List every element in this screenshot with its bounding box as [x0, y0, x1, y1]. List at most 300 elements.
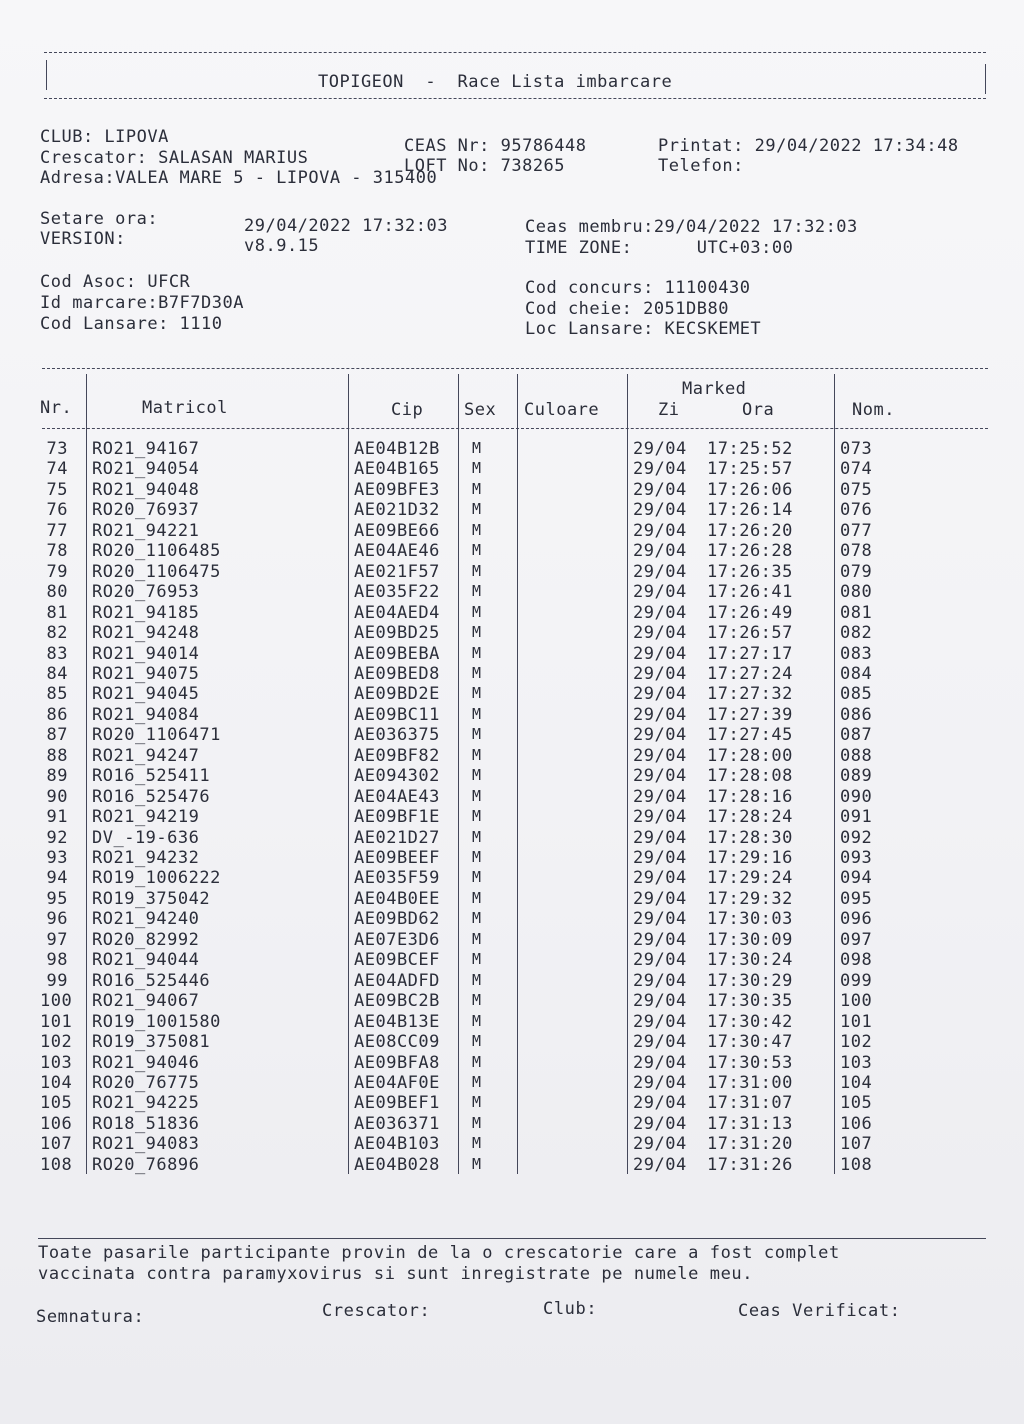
- cell-nr: 82: [46, 623, 68, 644]
- cell-zi: 29/04: [633, 520, 687, 541]
- cell-sex: M: [472, 1154, 482, 1173]
- cell-ora: 17:30:24: [707, 950, 793, 971]
- cell-ora: 17:30:53: [707, 1052, 793, 1073]
- cell-cip: AE04ADFD: [354, 970, 440, 991]
- cell-sex: M: [472, 950, 482, 969]
- table-row: [0, 562, 1024, 582]
- cell-sex: M: [472, 868, 482, 887]
- cell-zi: 29/04: [633, 1032, 687, 1053]
- col-zi-header: Zi: [658, 400, 680, 420]
- cell-sex: M: [472, 827, 482, 846]
- title-box-top: [44, 52, 986, 53]
- cell-nom: 078: [840, 541, 873, 562]
- cell-matricol: RO21_94083: [92, 1134, 200, 1155]
- cell-sex: M: [472, 909, 482, 928]
- table-header-top-rule: [42, 368, 988, 369]
- cell-nom: 096: [840, 909, 873, 930]
- cell-ora: 17:28:30: [707, 827, 793, 848]
- table-row: [0, 1134, 1024, 1154]
- cell-nr: 104: [40, 1072, 73, 1093]
- cod-concurs: Cod concurs: 11100430: [525, 278, 751, 298]
- table-row: [0, 971, 1024, 991]
- cell-matricol: RO19_1006222: [92, 868, 221, 889]
- cell-nr: 94: [46, 868, 68, 889]
- ceas-verificat-label: Ceas Verificat:: [738, 1301, 901, 1321]
- cell-nr: 88: [46, 745, 68, 766]
- cell-sex: M: [472, 745, 482, 764]
- footer-rule: [38, 1238, 986, 1239]
- cell-nr: 86: [46, 704, 68, 725]
- cell-nom: 086: [840, 704, 873, 725]
- cell-matricol: RO20_82992: [92, 929, 200, 950]
- cell-cip: AE09BFE3: [354, 479, 440, 500]
- cell-zi: 29/04: [633, 663, 687, 684]
- cell-nom: 089: [840, 766, 873, 787]
- cell-zi: 29/04: [633, 582, 687, 603]
- cell-sex: M: [472, 704, 482, 723]
- cell-ora: 17:30:47: [707, 1032, 793, 1053]
- cell-zi: 29/04: [633, 807, 687, 828]
- col-sex-header: Sex: [464, 400, 497, 420]
- table-row: [0, 684, 1024, 704]
- cell-cip: AE09BE66: [354, 520, 440, 541]
- cell-cip: AE09BFA8: [354, 1052, 440, 1073]
- cell-nom: 100: [840, 991, 873, 1012]
- cell-zi: 29/04: [633, 704, 687, 725]
- table-row: [0, 807, 1024, 827]
- cell-matricol: DV_-19-636: [92, 827, 200, 848]
- cell-ora: 17:29:32: [707, 888, 793, 909]
- cell-matricol: RO21_94248: [92, 623, 200, 644]
- cell-nom: 105: [840, 1093, 873, 1114]
- cell-cip: AE04B028: [354, 1154, 440, 1175]
- cell-ora: 17:30:29: [707, 970, 793, 991]
- cell-cip: AE09BED8: [354, 663, 440, 684]
- cell-cip: AE04B13E: [354, 1011, 440, 1032]
- table-row: [0, 1012, 1024, 1032]
- cell-cip: AE021D27: [354, 827, 440, 848]
- cell-matricol: RO20_76775: [92, 1072, 200, 1093]
- cell-sex: M: [472, 991, 482, 1010]
- cell-cip: AE04B12B: [354, 439, 440, 459]
- cell-ora: 17:26:49: [707, 602, 793, 623]
- cell-matricol: RO21_94045: [92, 684, 200, 705]
- cell-sex: M: [472, 1052, 482, 1071]
- cell-nr: 83: [46, 643, 68, 664]
- cell-zi: 29/04: [633, 643, 687, 664]
- cell-zi: 29/04: [633, 725, 687, 746]
- cell-nom: 073: [840, 439, 873, 459]
- cell-cip: AE09BEEF: [354, 848, 440, 868]
- semnatura-label: Semnatura:: [36, 1307, 145, 1327]
- cell-zi: 29/04: [633, 541, 687, 562]
- cell-nom: 091: [840, 807, 873, 828]
- cell-nr: 79: [46, 561, 68, 582]
- cell-nr: 81: [46, 602, 68, 623]
- table-row: [0, 500, 1024, 520]
- printat: Printat: 29/04/2022 17:34:48: [658, 136, 959, 156]
- cell-nr: 97: [46, 929, 68, 950]
- cell-zi: 29/04: [633, 868, 687, 889]
- setare-ora-label: Setare ora:: [40, 209, 159, 229]
- cell-matricol: RO21_94240: [92, 909, 200, 930]
- cell-matricol: RO21_94219: [92, 807, 200, 828]
- cell-sex: M: [472, 1134, 482, 1153]
- cell-nom: 108: [840, 1154, 873, 1175]
- cell-cip: AE04AED4: [354, 602, 440, 623]
- cell-zi: 29/04: [633, 1052, 687, 1073]
- col-cip-header: Cip: [391, 400, 424, 420]
- cell-sex: M: [472, 684, 482, 703]
- cell-nr: 98: [46, 950, 68, 971]
- cell-nom: 090: [840, 786, 873, 807]
- cell-nom: 095: [840, 888, 873, 909]
- cell-ora: 17:29:16: [707, 848, 793, 868]
- cell-matricol: RO16_525411: [92, 766, 211, 787]
- title-box-left: [46, 60, 47, 90]
- table-row: [0, 1093, 1024, 1113]
- cell-ora: 17:26:41: [707, 582, 793, 603]
- cell-matricol: RO21_94221: [92, 520, 200, 541]
- cell-zi: 29/04: [633, 766, 687, 787]
- cell-ora: 17:28:08: [707, 766, 793, 787]
- cell-matricol: RO21_94048: [92, 479, 200, 500]
- cell-nr: 73: [46, 439, 68, 459]
- cell-nom: 088: [840, 745, 873, 766]
- cell-nr: 85: [46, 684, 68, 705]
- cell-nr: 99: [46, 970, 68, 991]
- table-row: [0, 930, 1024, 950]
- cell-matricol: RO20_1106471: [92, 725, 221, 746]
- table-row: [0, 950, 1024, 970]
- cell-ora: 17:28:00: [707, 745, 793, 766]
- cell-ora: 17:26:14: [707, 500, 793, 521]
- cell-sex: M: [472, 663, 482, 682]
- cell-nom: 084: [840, 663, 873, 684]
- cell-ora: 17:25:52: [707, 439, 793, 459]
- cell-cip: AE08CC09: [354, 1032, 440, 1053]
- cell-sex: M: [472, 786, 482, 805]
- col-matricol-header: Matricol: [142, 398, 228, 418]
- col-culoare-header: Culoare: [524, 400, 600, 420]
- table-header-bottom-rule: [42, 428, 988, 429]
- cell-matricol: RO21_94044: [92, 950, 200, 971]
- cell-zi: 29/04: [633, 991, 687, 1012]
- cell-nr: 77: [46, 520, 68, 541]
- cell-nr: 74: [46, 459, 68, 480]
- cell-zi: 29/04: [633, 848, 687, 868]
- cell-zi: 29/04: [633, 439, 687, 459]
- loc-lansare: Loc Lansare: KECSKEMET: [525, 319, 762, 339]
- cell-matricol: RO21_94185: [92, 602, 200, 623]
- table-row: [0, 848, 1024, 868]
- declaration-line-2: vaccinata contra paramyxovirus si sunt inregistrate pe numele meu.: [38, 1264, 754, 1284]
- adresa-line: Adresa:VALEA MARE 5 - LIPOVA - 315400: [40, 168, 438, 188]
- cod-asoc: Cod Asoc: UFCR: [40, 272, 191, 292]
- col-nom-header: Nom.: [852, 400, 895, 420]
- cell-cip: AE036375: [354, 725, 440, 746]
- cell-sex: M: [472, 725, 482, 744]
- cell-matricol: RO20_76896: [92, 1154, 200, 1175]
- cell-ora: 17:27:24: [707, 663, 793, 684]
- cell-matricol: RO21_94014: [92, 643, 200, 664]
- cell-cip: AE035F22: [354, 582, 440, 603]
- table-row: [0, 439, 1024, 459]
- cell-sex: M: [472, 970, 482, 989]
- crescator-line: Crescator: SALASAN MARIUS: [40, 148, 309, 168]
- cell-ora: 17:31:20: [707, 1134, 793, 1155]
- cell-sex: M: [472, 439, 482, 457]
- cell-ora: 17:31:13: [707, 1113, 793, 1134]
- cell-ora: 17:26:28: [707, 541, 793, 562]
- id-marcare: Id marcare:B7F7D30A: [40, 293, 244, 313]
- cell-cip: AE021D32: [354, 500, 440, 521]
- table-row: [0, 582, 1024, 602]
- table-row: [0, 521, 1024, 541]
- cell-ora: 17:25:57: [707, 459, 793, 480]
- cell-zi: 29/04: [633, 929, 687, 950]
- cell-zi: 29/04: [633, 888, 687, 909]
- col-marked-header: Marked: [682, 379, 747, 399]
- cell-cip: AE09BD2E: [354, 684, 440, 705]
- declaration-line-1: Toate pasarile participante provin de la o crescatorie care a fost complet: [38, 1243, 840, 1263]
- cell-ora: 17:26:57: [707, 623, 793, 644]
- cell-nr: 84: [46, 663, 68, 684]
- cell-zi: 29/04: [633, 602, 687, 623]
- cell-nr: 93: [46, 848, 68, 868]
- cell-nr: 108: [40, 1154, 73, 1175]
- table-row: [0, 787, 1024, 807]
- setare-ora-value: 29/04/2022 17:32:03: [244, 216, 448, 236]
- cell-ora: 17:31:26: [707, 1154, 793, 1175]
- cell-sex: M: [472, 643, 482, 662]
- cell-cip: AE04AF0E: [354, 1072, 440, 1093]
- cell-cip: AE04B103: [354, 1134, 440, 1155]
- col-nr-header: Nr.: [40, 398, 73, 418]
- cell-nom: 107: [840, 1134, 873, 1155]
- table-row: [0, 664, 1024, 684]
- cell-matricol: RO19_1001580: [92, 1011, 221, 1032]
- cell-zi: 29/04: [633, 970, 687, 991]
- cell-sex: M: [472, 500, 482, 519]
- table-row: [0, 766, 1024, 786]
- cell-nom: 085: [840, 684, 873, 705]
- cell-ora: 17:27:39: [707, 704, 793, 725]
- cell-ora: 17:28:16: [707, 786, 793, 807]
- cell-nom: 077: [840, 520, 873, 541]
- cell-zi: 29/04: [633, 1154, 687, 1175]
- table-row: [0, 1155, 1024, 1175]
- cell-zi: 29/04: [633, 1113, 687, 1134]
- cell-cip: AE09BEF1: [354, 1093, 440, 1114]
- cell-sex: M: [472, 541, 482, 560]
- cell-nr: 76: [46, 500, 68, 521]
- cell-sex: M: [472, 520, 482, 539]
- table-row: [0, 1032, 1024, 1052]
- cell-sex: M: [472, 602, 482, 621]
- cell-cip: AE09BD25: [354, 623, 440, 644]
- ceas-nr: CEAS Nr: 95786448: [404, 136, 587, 156]
- cell-sex: M: [472, 623, 482, 642]
- cell-sex: M: [472, 888, 482, 907]
- cell-nr: 87: [46, 725, 68, 746]
- cell-cip: AE036371: [354, 1113, 440, 1134]
- cell-matricol: RO19_375081: [92, 1032, 211, 1053]
- cell-zi: 29/04: [633, 1072, 687, 1093]
- cell-nom: 097: [840, 929, 873, 950]
- cell-zi: 29/04: [633, 745, 687, 766]
- cell-matricol: RO20_76937: [92, 500, 200, 521]
- cell-ora: 17:31:00: [707, 1072, 793, 1093]
- cell-zi: 29/04: [633, 1134, 687, 1155]
- cell-zi: 29/04: [633, 950, 687, 971]
- title-box-bottom: [44, 98, 986, 99]
- cell-cip: AE021F57: [354, 561, 440, 582]
- cell-nom: 081: [840, 602, 873, 623]
- table-row: [0, 623, 1024, 643]
- version-label: VERSION:: [40, 229, 126, 249]
- table-row: [0, 909, 1024, 929]
- table-row: [0, 541, 1024, 561]
- cell-ora: 17:30:35: [707, 991, 793, 1012]
- table-row: [0, 603, 1024, 623]
- table-row: [0, 1114, 1024, 1134]
- cell-nr: 101: [40, 1011, 73, 1032]
- cell-cip: AE035F59: [354, 868, 440, 889]
- cell-nr: 96: [46, 909, 68, 930]
- cell-ora: 17:28:24: [707, 807, 793, 828]
- cell-ora: 17:27:32: [707, 684, 793, 705]
- cell-nom: 079: [840, 561, 873, 582]
- cell-ora: 17:26:35: [707, 561, 793, 582]
- cell-matricol: RO21_94232: [92, 848, 200, 868]
- loft-no: LOFT No: 738265: [404, 156, 566, 176]
- cell-nom: 099: [840, 970, 873, 991]
- cell-cip: AE09BC11: [354, 704, 440, 725]
- cell-ora: 17:30:42: [707, 1011, 793, 1032]
- cell-sex: M: [472, 1072, 482, 1091]
- table-row: [0, 1053, 1024, 1073]
- cell-cip: AE04B0EE: [354, 888, 440, 909]
- cell-cip: AE09BEBA: [354, 643, 440, 664]
- cell-cip: AE04AE46: [354, 541, 440, 562]
- cell-matricol: RO21_94054: [92, 459, 200, 480]
- version-value: v8.9.15: [244, 236, 320, 256]
- cell-sex: M: [472, 582, 482, 601]
- cell-ora: 17:27:17: [707, 643, 793, 664]
- cell-zi: 29/04: [633, 909, 687, 930]
- cell-zi: 29/04: [633, 500, 687, 521]
- cell-cip: AE09BF82: [354, 745, 440, 766]
- cell-nom: 094: [840, 868, 873, 889]
- cell-nr: 75: [46, 479, 68, 500]
- telefon: Telefon:: [658, 156, 744, 176]
- cell-cip: AE094302: [354, 766, 440, 787]
- cell-nom: 080: [840, 582, 873, 603]
- cell-zi: 29/04: [633, 786, 687, 807]
- crescator-label: Crescator:: [322, 1301, 431, 1321]
- cell-ora: 17:27:45: [707, 725, 793, 746]
- cell-nr: 107: [40, 1134, 73, 1155]
- cell-nr: 90: [46, 786, 68, 807]
- cell-cip: AE04AE43: [354, 786, 440, 807]
- cell-zi: 29/04: [633, 479, 687, 500]
- cell-sex: M: [472, 561, 482, 580]
- cell-nom: 074: [840, 459, 873, 480]
- cell-sex: M: [472, 479, 482, 498]
- cell-nom: 076: [840, 500, 873, 521]
- cell-cip: AE09BD62: [354, 909, 440, 930]
- cell-nom: 106: [840, 1113, 873, 1134]
- table-row: [0, 746, 1024, 766]
- cell-cip: AE09BC2B: [354, 991, 440, 1012]
- cell-nr: 106: [40, 1113, 73, 1134]
- cell-nr: 80: [46, 582, 68, 603]
- cell-nom: 083: [840, 643, 873, 664]
- cell-matricol: RO21_94046: [92, 1052, 200, 1073]
- table-row: [0, 480, 1024, 500]
- cell-ora: 17:31:07: [707, 1093, 793, 1114]
- cell-nr: 95: [46, 888, 68, 909]
- cell-ora: 17:30:09: [707, 929, 793, 950]
- table-row: [0, 644, 1024, 664]
- cell-sex: M: [472, 807, 482, 826]
- cell-cip: AE04B165: [354, 459, 440, 480]
- cell-nom: 075: [840, 479, 873, 500]
- cell-sex: M: [472, 766, 482, 785]
- cell-nr: 103: [40, 1052, 73, 1073]
- cell-matricol: RO20_1106475: [92, 561, 221, 582]
- table-row: [0, 868, 1024, 888]
- cell-nom: 082: [840, 623, 873, 644]
- table-row: [0, 889, 1024, 909]
- cell-nom: 098: [840, 950, 873, 971]
- cell-sex: M: [472, 1032, 482, 1051]
- cell-sex: M: [472, 1011, 482, 1030]
- cell-nom: 092: [840, 827, 873, 848]
- cell-matricol: RO20_1106485: [92, 541, 221, 562]
- table-row: [0, 1073, 1024, 1093]
- cell-cip: AE09BCEF: [354, 950, 440, 971]
- table-row: [0, 725, 1024, 745]
- cell-matricol: RO20_76953: [92, 582, 200, 603]
- cell-zi: 29/04: [633, 561, 687, 582]
- cell-zi: 29/04: [633, 827, 687, 848]
- cell-nom: 087: [840, 725, 873, 746]
- cell-matricol: RO21_94247: [92, 745, 200, 766]
- cell-matricol: RO21_94067: [92, 991, 200, 1012]
- cell-nr: 102: [40, 1032, 73, 1053]
- cell-nr: 91: [46, 807, 68, 828]
- cell-nom: 103: [840, 1052, 873, 1073]
- cell-matricol: RO21_94167: [92, 439, 200, 459]
- cod-cheie: Cod cheie: 2051DB80: [525, 299, 729, 319]
- time-zone: TIME ZONE: UTC+03:00: [525, 238, 794, 258]
- cell-nom: 104: [840, 1072, 873, 1093]
- cell-nr: 105: [40, 1093, 73, 1114]
- club-label: Club:: [543, 1299, 598, 1319]
- cell-sex: M: [472, 1093, 482, 1112]
- cell-matricol: RO16_525446: [92, 970, 211, 991]
- cell-cip: AE09BF1E: [354, 807, 440, 828]
- cell-sex: M: [472, 848, 482, 866]
- cell-matricol: RO21_94084: [92, 704, 200, 725]
- cell-sex: M: [472, 929, 482, 948]
- cell-nom: 101: [840, 1011, 873, 1032]
- cell-ora: 17:26:20: [707, 520, 793, 541]
- cell-nr: 100: [40, 991, 73, 1012]
- cell-matricol: RO21_94225: [92, 1093, 200, 1114]
